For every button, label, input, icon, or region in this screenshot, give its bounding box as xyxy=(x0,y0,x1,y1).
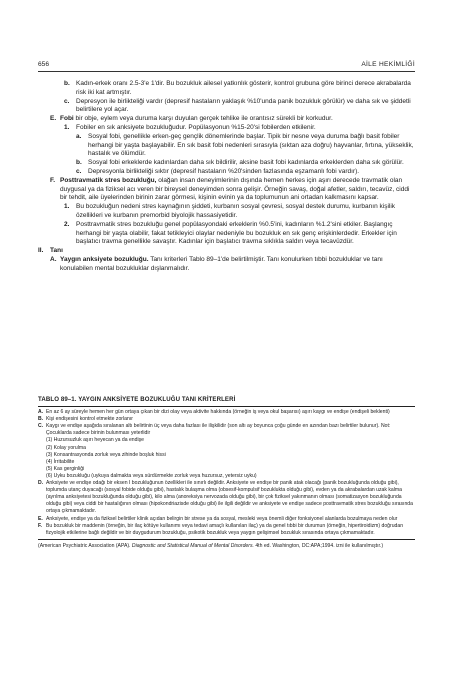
item-heading: Tanı xyxy=(50,247,63,255)
table-row xyxy=(38,523,415,537)
row-marker: B. xyxy=(38,416,44,423)
outline-item xyxy=(38,168,415,177)
outline-item xyxy=(38,221,415,247)
item-text: Sosyal fobi erkeklerde kadınlardan daha sık bildirilir, aksine basit fobi kadınlarda erkeklerden daha sık görülür. xyxy=(88,159,404,167)
row-text: Kaygı ve endişe aşağıda sıralanan altı belirtinin üç veya daha fazlası ile ilişkilidir (son altı ay boyunca çoğu günde en azından bazı belirtiler bulunur). Not: Çocuklarda sadece birinin bulunması yeterlidir xyxy=(46,423,391,437)
table-row xyxy=(38,480,415,515)
table-source xyxy=(38,540,415,550)
source-title: Diagnostic and Statistical Manual of Mental Disorders. xyxy=(131,542,254,549)
table-rows xyxy=(38,407,415,540)
item-marker: 2. xyxy=(64,220,70,228)
row-text: Anksiyete ve endişe odağı bir eksen I bozukluğunun özellikleri ile sınırlı değildir. Anksiyete ve endişe bir panik atak olacağı (panik bozukluğunda olduğu gibi), toplumda utanç duyacağı (sosyal fobide olduğu gibi), hastalık bulaşma olma (obsesif-kompulsif bozuklukta olduğu gibi), evden ya da akrabalardan uzak kalma (ayrılma anksiyetesi bozukluğunda olduğu gibi), kilo alma (anoreksiya nervozada olduğu gibi), bir çok fiziksel yakınmanın olması (somatizasyon bozukluğunda olduğu gibi) veya ciddi bir hastalığının olması (hipokondriazisde olduğu gibi) ile ilgili değildir ve anksiyete ve endişe sadece posttravmatik stres bozukluğu sırasında ortaya çıkmamaktadır. xyxy=(46,480,413,515)
item-text: Bu bozukluğun nedeni stres kaynağının şiddeti, kurbanın sosyal çevresi, sosyal destek durumu, kurbanın kişilik özellikleri ve kurbanın premorbid biyolojik hassasiyetidir. xyxy=(76,203,396,219)
outline-item xyxy=(38,177,415,203)
page-header xyxy=(38,60,415,74)
running-title: AİLE HEKİMLİĞİ xyxy=(361,61,415,68)
body-text xyxy=(38,80,415,274)
row-text: En az 6 ay süreyle hemen her gün ortaya çıkan bir dizi olay veya aktivite hakkında (örneğin iş veya okul başarısı) aşırı kaygı ve endişe (endişeli beklenti) xyxy=(46,409,390,416)
symptom-item: (4) İrritabilite xyxy=(46,458,75,465)
row-text: Bu bozukluk bir maddenin (örneğin, bir ilaç kötüye kullanımı veya tedavi amaçlı kullanılan ilaç) ya da genel tıbbi bir durumun (örneğin, hipertiroidizm) doğrudan fizyolojik etkilerine bağlı değildir ve bir duygudurum bozukluğu, psikotik bozukluk veya yaygın gelişimsel bozukluk sırasında ortaya çıkmamaktadır. xyxy=(46,522,404,536)
table-row xyxy=(38,423,415,437)
symptom-item: (2) Kolay yorulma xyxy=(46,444,86,451)
symptom-item: (5) Kas gerginliği xyxy=(46,465,85,472)
symptom-item: (3) Konsantrasyonda zorluk veya zihinde boşluk hissi xyxy=(46,451,166,458)
row-marker: D. xyxy=(38,480,44,487)
item-marker: E. xyxy=(50,115,57,123)
row-marker: A. xyxy=(38,409,44,416)
item-marker: a. xyxy=(76,132,82,140)
item-text: bir obje, eylem veya duruma karşı duyulan gerçek tehlike ile orantısız sürekli bir korkudur. xyxy=(73,115,333,123)
outline-item xyxy=(38,133,415,159)
item-text: Sosyal fobi, genellikle erken-geç gençlik dönemlerinde başlar. Tipik bir nesne veya duruma bağlı basit fobiler herhangi bir yaşta başlayabilir. En sık basit fobi nedenleri sırasıyla (sıktan aza doğru) hayvanlar, fırtına, yükseklik, hastalık ve ölümdür. xyxy=(88,132,414,158)
item-heading: Yaygın anksiyete bozukluğu. xyxy=(60,255,149,263)
item-text: Posttravmatik stres bozukluğu genel popülasyondaki erkeklerin %0.5'ini, kadınların %1.2'sini etkiler. Başlangıç herhangi bir yaşta olabilir, fakat tetikleyici olaylar nedeniyle bu bozukluk en sık genç erişkinlerdedir. Erkekler için başlatıcı travma genellikle savaştır. Kadınlar için başlatıcı travma sıklıkla saldırı veya tecavüzdür. xyxy=(76,220,397,246)
header-rule xyxy=(38,71,415,72)
outline-item xyxy=(38,98,415,116)
outline-item xyxy=(38,80,415,98)
table-row xyxy=(38,416,415,423)
item-marker: 1. xyxy=(64,203,70,211)
item-text: Tanı kriterleri Tablo 89–1'de belirtilmiştir. Tanı konulurken tıbbi bozukluklar ve tanı konulabilen mental bozukluklar dışlanmalıdır. xyxy=(60,255,383,272)
item-text: Depresyonla birlikteliği sıktır (depresif hastaların %20'sinden fazlasında eşzamanlı fobi vardır). xyxy=(88,167,360,175)
page-number: 656 xyxy=(38,61,50,68)
item-marker: c. xyxy=(76,167,82,175)
source-text: (American Psychiatric Association (APA). xyxy=(38,542,132,549)
row-text: Kişi endişesini kontrol etmekte zorlanır xyxy=(46,416,133,423)
item-marker: 1. xyxy=(64,123,70,131)
source-text-end: 4th ed. Washington, DC:APA;1994. izni ile kullanılmıştır.) xyxy=(253,542,384,549)
table-row xyxy=(38,516,415,523)
symptom-item: (6) Uyku bozukluğu (uykuya dalmakta veya sürdürmekte zorluk veya huzursuz, yetersiz uyku) xyxy=(46,472,257,479)
item-marker: F. xyxy=(50,176,56,184)
table-caption: TABLO 89–1. YAYGIN ANKSİYETE BOZUKLUĞU TANI KRİTERLERİ xyxy=(38,396,415,407)
row-marker: E. xyxy=(38,515,43,522)
item-marker: A. xyxy=(50,255,57,263)
outline-item xyxy=(38,256,415,274)
row-marker: C. xyxy=(38,423,44,430)
item-text: olağan insan deneyimlerinin dışında hemen herkes için aşırı derecede travmatik olan duygusal ya da fiziksel acı veren bir bireysel deneyimden sonra gelişir. Örneğin savaş, doğal afetler, saldırı, tecavüz, ciddi bir tehdit, aile üyelerinden birinin zarar görmesi, kişinin evinin ya da toplumunun ani ortadan kalkmasını kapsar. xyxy=(60,176,410,202)
outline-item xyxy=(38,115,415,124)
outline-item xyxy=(38,159,415,168)
item-heading: Posttravmatik stres bozukluğu, xyxy=(60,176,157,184)
outline-item xyxy=(38,124,415,133)
row-marker: F. xyxy=(38,522,42,529)
item-text: Kadın-erkek oranı 2.5-3'e 1'dir. Bu bozukluk ailesel yatkınlık gösterir, kontrol grubuna göre birinci derece akrabalarda risk iki kat artmıştır. xyxy=(76,80,411,96)
symptom-item: (1) Huzursuzluk aşırı heyecan ya da endişe xyxy=(46,437,144,444)
item-marker: II. xyxy=(38,247,44,255)
item-text: Depresyon ile birlikteliği vardır (depresif hastaların yaklaşık %10'unda panik bozukluk görülür) ve daha sık ve şiddetli belirtilere yol açar. xyxy=(76,97,411,114)
item-heading: Fobi xyxy=(60,115,74,123)
item-marker: c. xyxy=(64,97,70,105)
item-marker: b. xyxy=(76,159,82,167)
item-text: Fobiler en sık anksiyete bozukluğudur. Popülasyonun %15-20'si fobilerden etkilenir. xyxy=(76,123,316,131)
item-marker: b. xyxy=(64,80,70,87)
outline-item xyxy=(38,247,415,256)
criteria-table xyxy=(38,396,415,550)
outline-item xyxy=(38,203,415,221)
table-row xyxy=(38,409,415,416)
row-text: Anksiyete, endişe ya da fiziksel belirtiler klinik açıdan belirgin bir strese ya da sosyal, mesleki veya önemli diğer fonksiyonel alanlarda bozulmaya neden olur xyxy=(46,515,398,522)
